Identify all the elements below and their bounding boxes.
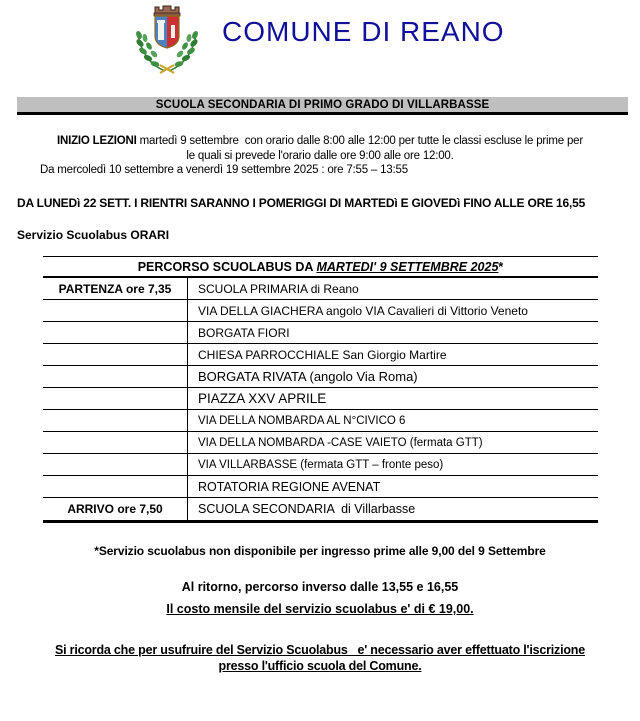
time-cell <box>43 388 188 409</box>
intro-lead: INIZIO LEZIONI <box>57 135 137 147</box>
time-cell <box>43 344 188 365</box>
time-cell <box>43 410 188 431</box>
reano-coat-of-arms <box>127 2 207 76</box>
table-title-date: MARTEDI' 9 SETTEMBRE 2025 <box>316 260 499 274</box>
registration-reminder <box>0 642 640 674</box>
stop-cell: VIA DELLA GIACHERA angolo VIA Cavalieri di Vittorio Veneto <box>198 303 528 318</box>
stop-cell: VIA DELLA NOMBARDA -CASE VAIETO (fermata GTT) <box>198 436 483 449</box>
table-row <box>43 432 598 454</box>
stop-cell: SCUOLA SECONDARIA di Villarbasse <box>198 502 416 516</box>
monthly-cost-info: Il costo mensile del servizio scuolabus e' di € 19,00. <box>166 602 474 616</box>
time-cell <box>43 300 188 321</box>
afternoon-schedule-notice: DA LUNEDì 22 SETT. I RIENTRI SARANNO I POMERIGGI DI MARTEDì E GIOVEDì FINO ALLE ORE 16,55 <box>17 196 586 210</box>
stop-cell: ROTATORIA REGIONE AVENAT <box>198 479 381 494</box>
table-row <box>43 388 598 410</box>
stop-cell: VIA VILLARBASSE (fermata GTT – fronte peso) <box>198 458 444 471</box>
table-row <box>43 366 598 388</box>
table-row <box>43 344 598 366</box>
stop-cell: SCUOLA PRIMARIA di Reano <box>198 281 359 296</box>
bus-route-table <box>43 256 598 523</box>
mural-crown <box>154 6 180 16</box>
stop-cell: VIA DELLA NOMBARDA AL N°CIVICO 6 <box>198 414 406 427</box>
registration-reminder-line-1: Si ricorda che per usufruire del Servizio Scuolabus e' necessario aver effettuato l'iscrizione <box>55 643 585 657</box>
table-row <box>43 300 598 322</box>
stop-cell: BORGATA FIORI <box>198 325 290 340</box>
table-title-asterisk: * <box>498 260 504 274</box>
intro-line-3: Da mercoledì 10 settembre a venerdì 19 settembre 2025 : ore 7:55 – 13:55 <box>40 164 408 176</box>
intro-line-1-rest: martedì 9 settembre con orario dalle 8:00 alle 12:00 per tutte le classi escluse le prime per <box>136 135 583 147</box>
page-title: COMUNE DI REANO <box>222 16 505 47</box>
intro-line-1 <box>0 135 640 147</box>
table-title-prefix: PERCORSO SCUOLABUS DA <box>137 260 317 274</box>
stop-cell: CHIESA PARROCCHIALE San Giorgio Martire <box>198 347 447 362</box>
registration-reminder-line-2: presso l'ufficio scuola del Comune. <box>218 659 422 673</box>
table-row <box>43 278 598 300</box>
time-cell <box>43 454 188 475</box>
table-footnote: *Servizio scuolabus non disponibile per ingresso prime alle 9,00 del 9 Settembre <box>94 544 546 558</box>
time-cell <box>43 432 188 453</box>
table-row <box>43 322 598 344</box>
table-row <box>43 410 598 432</box>
table-row <box>43 498 598 520</box>
time-cell <box>43 366 188 387</box>
table-rows <box>43 278 598 520</box>
stop-cell: BORGATA RIVATA (angolo Via Roma) <box>198 369 418 384</box>
school-banner: SCUOLA SECONDARIA DI PRIMO GRADO DI VILLARBASSE <box>17 97 628 115</box>
shield <box>155 16 179 48</box>
table-row <box>43 454 598 476</box>
table-row <box>43 476 598 498</box>
table-title <box>43 257 598 278</box>
return-trip-info: Al ritorno, percorso inverso dalle 13,55 e 16,55 <box>181 580 459 594</box>
intro-line-2: le quali si prevede l'orario dalle ore 9:00 alle ore 12:00. <box>186 150 454 162</box>
time-cell <box>43 322 188 343</box>
section-label: Servizio Scuolabus ORARI <box>17 228 170 242</box>
time-cell: PARTENZA ore 7,35 <box>43 278 188 299</box>
stop-cell: PIAZZA XXV APRILE <box>198 391 327 406</box>
time-cell <box>43 476 188 497</box>
time-cell: ARRIVO ore 7,50 <box>43 498 188 520</box>
